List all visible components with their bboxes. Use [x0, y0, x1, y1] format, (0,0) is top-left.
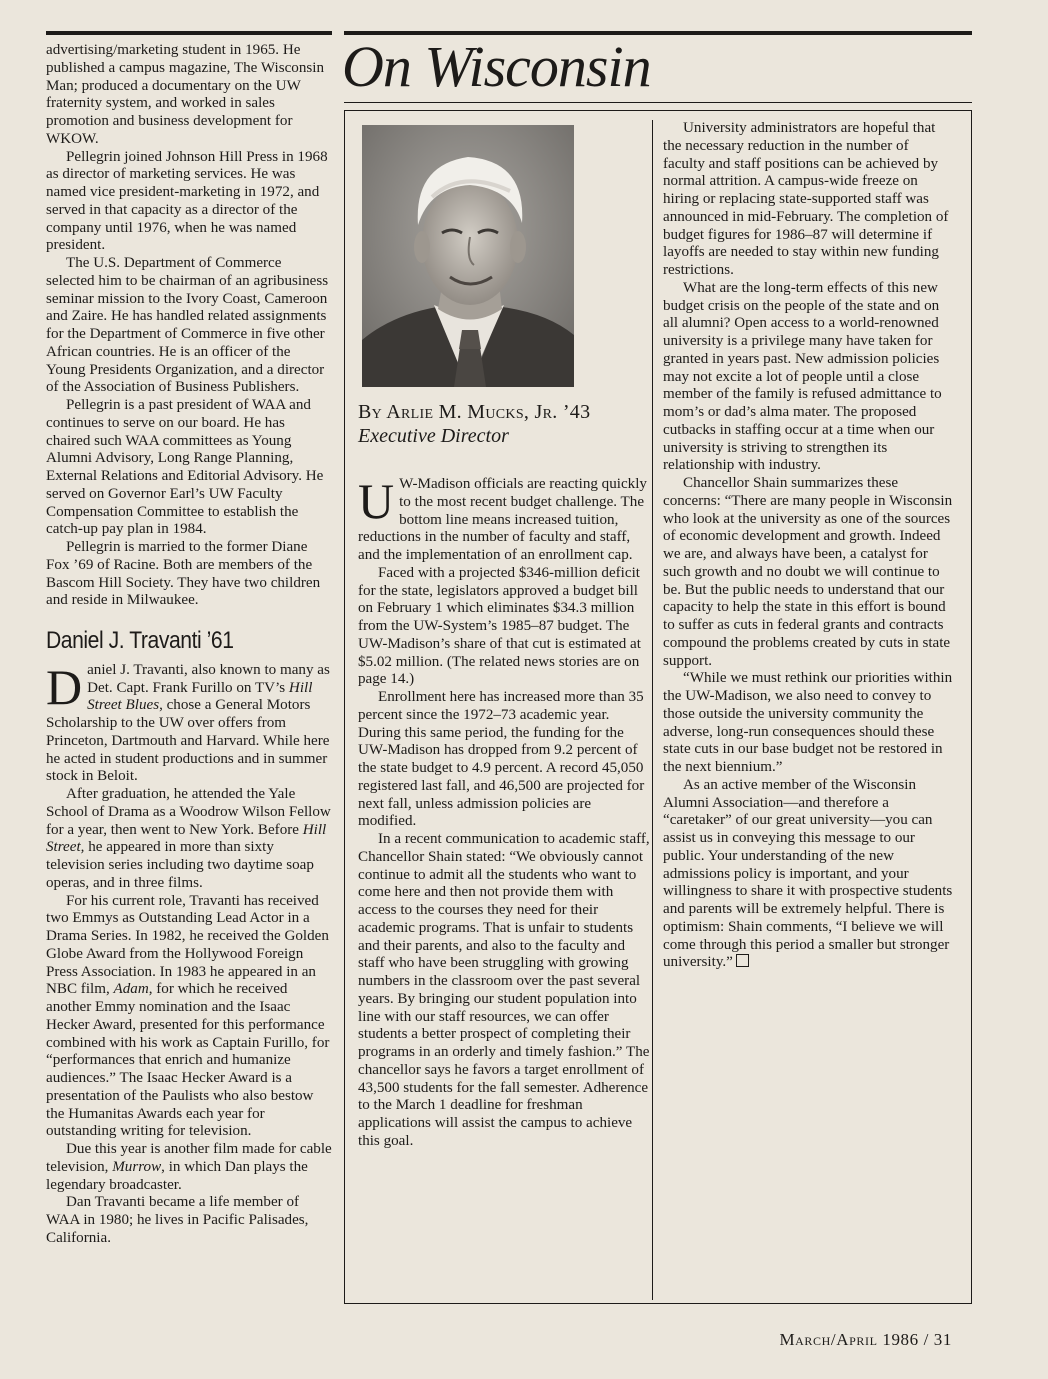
text-run: aniel J. Travanti, also known to many as Det. Capt. Frank Furillo on TV’s	[87, 661, 330, 696]
right-paragraph: University administrators are hopeful that the necessary reduction in the number of faculty and staff positions can be achieved by normal attrition. A campus-wide freeze on hiring or replacing state-supported staff was announced in mid-February. The completion of budget figures for 1986–87 will determine if layoffs are needed to stay within new funding restrictions.	[663, 120, 949, 278]
middle-column	[358, 473, 650, 1151]
section-heading: Daniel J. Travanti ’61	[46, 627, 234, 654]
right-paragraph	[663, 777, 953, 972]
masthead-bottom-rule	[344, 102, 972, 103]
middle-paragraph: Faced with a projected $346-million deficit for the state, legislators approved a budget bill on February 1 which eliminates $34.3 million from the UW-System’s 1985–87 budget. The UW-Madison’s share of that cut is estimated at $5.02 million. (The related news stories are on page 14.)	[358, 564, 641, 688]
text-run: W-Madison officials are reacting quickly to the most recent budget challenge. The bottom line means increased tuition, reductions in the number of faculty and staff, and the implementation of an enrollment cap.	[358, 476, 647, 563]
text-run: Due this year is another film made for cable television,	[46, 1141, 332, 1175]
masthead-title: On Wisconsin	[342, 34, 651, 99]
middle-paragraph: In a recent communication to academic staff, Chancellor Shain stated: “We obviously cannot continue to admit all the students who want to come here and then not provide them with access to the courses they need for their academic programs. That is unfair to students and their parents, and also to the faculty and staff who have been struggling with growing numbers in the classroom over the past several years. By bringing our student population into line with our staff resources, we can offer students a better prospect of completing their programs in an orderly and timely fashion.” The chancellor says he favors a target enrollment of 43,500 students for the fall semester. Adherence to the March 1 deadline for freshman applications will assist the campus to achieve this goal.	[358, 831, 650, 1149]
left-paragraph: The U.S. Department of Commerce selected him to be chairman of an agribusiness seminar mission to the Ivory Coast, Cameroon and Zaire. He has handled related assignments for the Department of Commerce in five other African countries. He is an officer of the Young Presidents Organization, and a director of the Association of Business Publishers.	[46, 255, 329, 396]
text-run: , for which he received another Emmy nomination and the Isaac Hecker Award, presented for this performance combined with his work as Captain Furillo, for “performances that enrich and humanize audiences.” The Isaac Hecker Award is a presentation of the Paulists who also bestow the Humanitas Awards each year for outstanding writing for television.	[46, 981, 330, 1140]
left-paragraph	[46, 893, 332, 1142]
left-paragraph: Pellegrin joined Johnson Hill Press in 1968 as director of marketing services. He was named vice president-marketing in 1972, and served in that capacity as a director of the company until 1976, when he was named president.	[46, 148, 328, 254]
right-paragraph: Chancellor Shain summarizes these concerns: “There are many people in Wisconsin who look at the university as one of the sources of economic development and growth. Indeed we are, and always have been, a catalyst for such growth and no doubt we will continue to be. But the public needs to understand that our capacity to help the state in this effort is bound to suffer as cuts in federal grants and contracts compound the problems created by cuts in state support.	[663, 475, 953, 669]
drop-cap: U	[358, 473, 395, 529]
right-paragraph: What are the long-term effects of this new budget crisis on the people of the state and on all alumni? Open access to a world-renowned university is a privilege many have taken for granted in years past. New admission policies may not excite a lot of people until a close member of the family is refused admittance to mom’s or dad’s alma mater. The proposed cutbacks in staffing occur at a time when our university is striving to strengthen its relationship with industry.	[663, 279, 942, 474]
left-paragraph	[46, 1141, 332, 1194]
end-mark-icon	[736, 954, 749, 967]
text-run: For his current role, Travanti has received two Emmys as Outstanding Lead Actor in a Drama Series. In 1982, he received the Golden Globe Award from the Hollywood Foreign Press Association. In 1983 he appeared in an NBC film,	[46, 892, 329, 998]
section-first-paragraph	[46, 658, 332, 786]
text-run: As an active member of the Wisconsin Alumni Association—and therefore a “caretaker” of our great university—you can assist us in conveying this message to our public. Your understanding of the new admissions policy is important, and your willingness to share it with prospective students and parents will be extremely helpful. There is optimism: Shain comments, “I believe we will come through this period a smaller but stronger university.”	[663, 776, 953, 971]
left-paragraph: Pellegrin is a past president of WAA and continues to serve on our board. He has chaired such WAA committees as Young Alumni Advisory, Long Range Planning, External Relations and Editorial Advisory. He served on Governor Earl’s UW Faculty Compensation Committee to establish the catch-up pay plan in 1984.	[46, 397, 324, 538]
left-column	[46, 42, 332, 1248]
column-divider	[652, 120, 653, 1300]
text-run: , in which Dan plays the legendary broadcaster.	[46, 1158, 308, 1193]
left-paragraph	[46, 786, 332, 893]
byline-role: Executive Director	[358, 425, 509, 447]
portrait-illustration	[362, 125, 574, 387]
left-paragraph: Pellegrin is married to the former Diane Fox ’69 of Racine. Both are members of the Bascom Hill Society. They have two children and reside in Milwaukee.	[46, 539, 321, 609]
right-column	[663, 120, 953, 972]
author-portrait	[362, 125, 574, 387]
byline-author: By Arlie M. Mucks, Jr. ’43	[358, 401, 591, 423]
left-top-rule	[46, 31, 332, 35]
text-run: he appeared in more than sixty television series including two daytime soap operas, and in three films.	[46, 839, 314, 891]
left-paragraph: advertising/marketing student in 1965. He published a campus magazine, The Wisconsin Man; produced a documentary on the UW fraternity system, and worked in sales promotion and business development for WKOW.	[46, 42, 325, 147]
text-run: , chose a General Motors Scholarship to the UW over offers from Princeton, Dartmouth and Harvard. While here he acted in student productions and in summer stock in Beloit.	[46, 697, 330, 785]
left-paragraph: Dan Travanti became a life member of WAA in 1980; he lives in Pacific Palisades, California.	[46, 1194, 309, 1246]
text-run-italic: Adam	[113, 981, 149, 998]
right-paragraph: “While we must rethink our priorities within the UW-Madison, we also need to convey to those outside the university community the adverse, long-run consequences should these state cuts in our base budget not be restored in the next biennium.”	[663, 670, 953, 775]
drop-cap: D	[46, 658, 83, 715]
middle-paragraph: Enrollment here has increased more than 35 percent since the 1972–73 academic year. During this same period, the funding for the UW-Madison has dropped from 9.2 percent of the state budget to 4.9 percent. A record 45,050 registered last fall, and 46,500 are projected for next fall, unless admission policies are modified.	[358, 689, 645, 830]
page-footer	[779, 1330, 952, 1350]
text-run-italic: Murrow	[112, 1158, 162, 1175]
text-run-italic: Hill Street,	[46, 821, 327, 856]
text-run-italic: Hill Street Blues	[87, 679, 313, 714]
middle-first-paragraph	[358, 473, 650, 565]
byline	[358, 400, 650, 448]
text-run: After graduation, he attended the Yale School of Drama as a Woodrow Wilson Fellow for a year, then went to New York. Before	[46, 786, 331, 838]
issue-and-page: March/April 1986 / 31	[779, 1330, 952, 1349]
